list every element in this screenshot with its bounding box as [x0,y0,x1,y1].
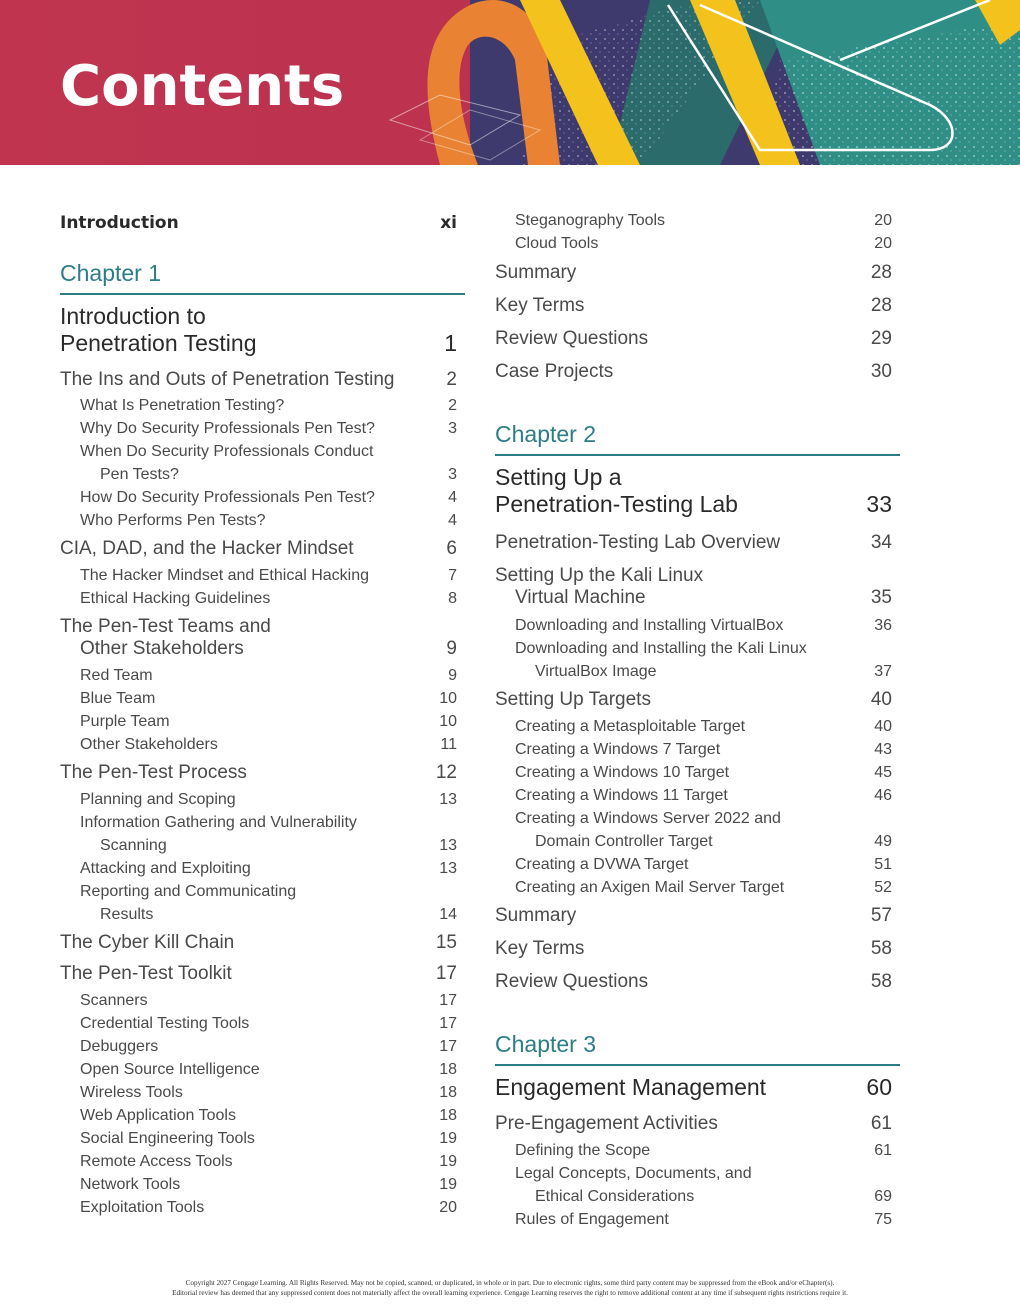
entry-title: Introduction [60,213,179,233]
entry-page: 19 [439,1130,457,1147]
entry-title: Ethical Hacking Guidelines [80,590,271,607]
chapter-1-label: Chapter 1 [60,260,465,295]
entry-title: Purple Team [80,713,170,730]
toc-subsection[interactable] [495,785,900,807]
entry-page: 28 [870,262,892,283]
chapter-1-title[interactable] [60,303,465,357]
entry-title-line2: Scanning [100,837,167,854]
toc-subsection[interactable] [60,1082,465,1104]
entry-page: 15 [435,932,457,953]
toc-entry-introduction[interactable] [60,205,465,233]
toc-section[interactable] [495,328,900,350]
entry-title: Steganography Tools [515,212,666,229]
entry-title-line2: Other Stakeholders [80,638,244,659]
toc-subsection[interactable] [495,1140,900,1162]
entry-title-line2: Virtual Machine [515,587,646,608]
entry-page: xi [440,213,457,233]
entry-page: 13 [439,837,457,854]
chapter-2-label: Chapter 2 [495,421,900,456]
toc-subsection[interactable] [60,1013,465,1035]
entry-title: Engagement Management [495,1074,767,1100]
entry-title: Scanners [80,992,148,1009]
toc-section[interactable] [495,938,900,960]
entry-page: 40 [874,718,892,735]
entry-title: Open Source Intelligence [80,1061,260,1078]
entry-title: Why Do Security Professionals Pen Test? [80,420,375,437]
entry-page: 17 [439,992,457,1009]
toc-section[interactable] [495,361,900,383]
toc-subsection[interactable] [60,688,465,710]
entry-page: 75 [874,1211,892,1228]
entry-page: 20 [874,235,892,252]
entry-page: 7 [448,567,457,584]
entry-title-line1: Setting Up the Kali Linux [495,565,704,586]
entry-title: Blue Team [80,690,156,707]
entry-page: 49 [874,833,892,850]
toc-subsection[interactable] [60,1059,465,1081]
entry-title: Credential Testing Tools [80,1015,250,1032]
entry-page: 37 [874,663,892,680]
entry-page: 8 [448,590,457,607]
entry-title: The Pen-Test Process [60,762,247,783]
entry-title: Debuggers [80,1038,159,1055]
toolkit-list [60,990,465,1219]
entry-title: Other Stakeholders [80,736,218,753]
toc-section[interactable] [495,262,900,284]
toc-subsection[interactable] [495,1209,900,1231]
entry-page: 60 [866,1074,892,1100]
toc-subsection[interactable] [60,734,465,756]
entry-title: How Do Security Professionals Pen Test? [80,489,375,506]
toc-subsection[interactable] [60,990,465,1012]
toc-section[interactable] [60,538,465,560]
entry-page: 10 [439,690,457,707]
entry-title: Pre-Engagement Activities [495,1113,718,1134]
toc-subsection[interactable] [495,716,900,738]
copyright-line-2: Editorial review has deemed that any suppressed content does not materially affect the overall learning experience. Cengage Learning reserves the right to remove additional content at any time if subsequent rights restrictions require it. [172,1289,848,1297]
toc-subsection[interactable] [495,808,900,853]
entry-title: Red Team [80,667,153,684]
entry-title: Key Terms [495,938,585,959]
entry-title: Setting Up Targets [495,689,651,710]
entry-page: 51 [874,856,892,873]
toc-subsection[interactable] [60,711,465,733]
entry-title-line2: VirtualBox Image [535,663,657,680]
entry-page: 13 [439,791,457,808]
entry-title: Key Terms [495,295,585,316]
entry-page: 1 [444,330,457,356]
entry-page: 34 [870,532,892,553]
toc-subsection[interactable] [495,233,900,255]
toc-subsection[interactable] [60,487,465,509]
entry-page: 33 [866,491,892,517]
toc-subsection[interactable] [60,510,465,532]
entry-page: 58 [870,938,892,959]
entry-title: Summary [495,262,577,283]
toc-subsection[interactable] [495,762,900,784]
toc-subsection[interactable] [495,210,900,232]
entry-title-line2: Penetration Testing [60,330,257,356]
entry-page: 14 [439,906,457,923]
entry-title-line2: Results [100,906,154,923]
toc-section[interactable] [495,971,900,993]
entry-title-line1: When Do Security Professionals Conduct [80,443,374,460]
entry-page: 6 [446,538,457,559]
entry-title-line2: Ethical Considerations [535,1188,695,1205]
entry-page: 69 [874,1188,892,1205]
toc-section[interactable] [60,762,465,784]
entry-page: 61 [870,1113,892,1134]
entry-title: Creating a Metasploitable Target [515,718,746,735]
entry-page: 19 [439,1176,457,1193]
entry-title-line1: Legal Concepts, Documents, and [515,1165,752,1182]
entry-page: 20 [874,212,892,229]
toc-subsection[interactable] [60,789,465,811]
entry-title: Planning and Scoping [80,791,236,808]
entry-title: What Is Penetration Testing? [80,397,285,414]
entry-page: 18 [439,1061,457,1078]
toc-subsection[interactable] [60,812,465,857]
entry-title: Web Application Tools [80,1107,236,1124]
entry-title: Cloud Tools [515,235,599,252]
contents-banner [0,0,1020,165]
entry-page: 3 [448,420,457,437]
toc-section[interactable] [495,295,900,317]
toc-subsection[interactable] [60,858,465,880]
entry-title-line2: Pen Tests? [100,466,179,483]
toc-subsection[interactable] [60,1197,465,1219]
entry-title: The Ins and Outs of Penetration Testing [60,369,395,390]
entry-title: Creating a Windows 7 Target [515,741,721,758]
toc-section[interactable] [495,905,900,927]
entry-page: 20 [439,1199,457,1216]
toc-subsection[interactable] [60,665,465,687]
entry-page: 52 [874,879,892,896]
entry-title: Review Questions [495,971,649,992]
entry-title: Penetration-Testing Lab Overview [495,532,781,553]
toc-subsection[interactable] [60,1105,465,1127]
entry-page: 17 [439,1015,457,1032]
entry-page: 17 [439,1038,457,1055]
toc-subsection[interactable] [495,739,900,761]
entry-title: Creating a Windows 10 Target [515,764,730,781]
entry-page: 61 [874,1142,892,1159]
toc-section[interactable] [60,616,465,660]
entry-title: Who Performs Pen Tests? [80,512,266,529]
chapter-3-title[interactable] [495,1074,900,1101]
toc-subsection[interactable] [60,1151,465,1173]
entry-title-line1: Reporting and Communicating [80,883,297,900]
toc-left-column [60,205,465,1219]
entry-page: 10 [439,713,457,730]
toc-right-column [495,210,900,1231]
entry-page: 28 [870,295,892,316]
entry-title: Creating a Windows 11 Target [515,787,728,804]
entry-title: Defining the Scope [515,1142,651,1159]
entry-page: 35 [870,587,892,608]
entry-title: Social Engineering Tools [80,1130,255,1147]
toc-subsection[interactable] [60,881,465,926]
entry-title-line1: Introduction to [60,303,206,329]
toc-subsection[interactable] [60,395,465,417]
entry-title: Downloading and Installing VirtualBox [515,617,784,634]
entry-page: 18 [439,1107,457,1124]
entry-page: 57 [870,905,892,926]
toc-section[interactable] [495,1113,900,1135]
entry-page: 4 [448,512,457,529]
chapter-2-title[interactable] [495,464,900,518]
entry-title-line1: The Pen-Test Teams and [60,616,271,637]
entry-page: 17 [435,963,457,984]
page-title: Contents [60,54,345,119]
entry-title: Attacking and Exploiting [80,860,251,877]
entry-title: Creating a DVWA Target [515,856,689,873]
entry-title-line2: Penetration-Testing Lab [495,491,738,517]
toc-section[interactable] [495,532,900,554]
entry-page: 9 [446,638,457,659]
entry-title: Rules of Engagement [515,1211,669,1228]
toc-section[interactable] [495,565,900,609]
entry-page: 43 [874,741,892,758]
entry-page: 45 [874,764,892,781]
entry-page: 18 [439,1084,457,1101]
entry-title: Exploitation Tools [80,1199,205,1216]
entry-page: 19 [439,1153,457,1170]
entry-title: Case Projects [495,361,614,382]
entry-page: 12 [435,762,457,783]
entry-title: Wireless Tools [80,1084,183,1101]
toc-section[interactable] [60,369,465,391]
toc-subsection[interactable] [495,854,900,876]
entry-title: Network Tools [80,1176,181,1193]
toc-section[interactable] [60,963,465,985]
entry-title: CIA, DAD, and the Hacker Mindset [60,538,354,559]
entry-title: The Cyber Kill Chain [60,932,235,953]
entry-title: The Hacker Mindset and Ethical Hacking [80,567,370,584]
toc-section[interactable] [60,932,465,954]
toc-subsection[interactable] [60,441,465,486]
copyright-line-1: Copyright 2027 Cengage Learning. All Rights Reserved. May not be copied, scanned, or duplicated, in whole or in part. Due to electronic rights, some third party content may be suppressed from the eBook and/or eChapter(s). [185,1279,835,1287]
entry-title-line2: Domain Controller Target [535,833,713,850]
entry-page: 2 [446,369,457,390]
entry-page: 46 [874,787,892,804]
entry-page: 11 [440,736,457,753]
entry-title: Creating an Axigen Mail Server Target [515,879,785,896]
toc-subsection[interactable] [60,1174,465,1196]
entry-page: 2 [448,397,457,414]
entry-page: 58 [870,971,892,992]
entry-page: 9 [448,667,457,684]
entry-title-line1: Setting Up a [495,464,622,490]
toc-subsection[interactable] [495,877,900,899]
chapter-3-label: Chapter 3 [495,1031,900,1066]
copyright-footer [0,1278,1020,1298]
entry-title-line1: Information Gathering and Vulnerability [80,814,357,831]
entry-title: Review Questions [495,328,649,349]
entry-page: 30 [870,361,892,382]
entry-page: 4 [448,489,457,506]
toc-subsection[interactable] [495,638,900,683]
toc-subsection[interactable] [60,565,465,587]
entry-page: 3 [448,466,457,483]
entry-title: Remote Access Tools [80,1153,233,1170]
entry-page: 36 [874,617,892,634]
entry-page: 29 [870,328,892,349]
toc-section[interactable] [495,689,900,711]
toc-subsection[interactable] [60,1128,465,1150]
entry-title: Summary [495,905,577,926]
toc-subsection[interactable] [495,1163,900,1208]
entry-page: 13 [439,860,457,877]
entry-title-line1: Creating a Windows Server 2022 and [515,810,781,827]
toc-subsection[interactable] [60,1036,465,1058]
toc-subsection[interactable] [60,588,465,610]
entry-page: 40 [870,689,892,710]
entry-title-line1: Downloading and Installing the Kali Linux [515,640,807,657]
toc-subsection[interactable] [60,418,465,440]
toc-subsection[interactable] [495,615,900,637]
entry-title: The Pen-Test Toolkit [60,963,232,984]
